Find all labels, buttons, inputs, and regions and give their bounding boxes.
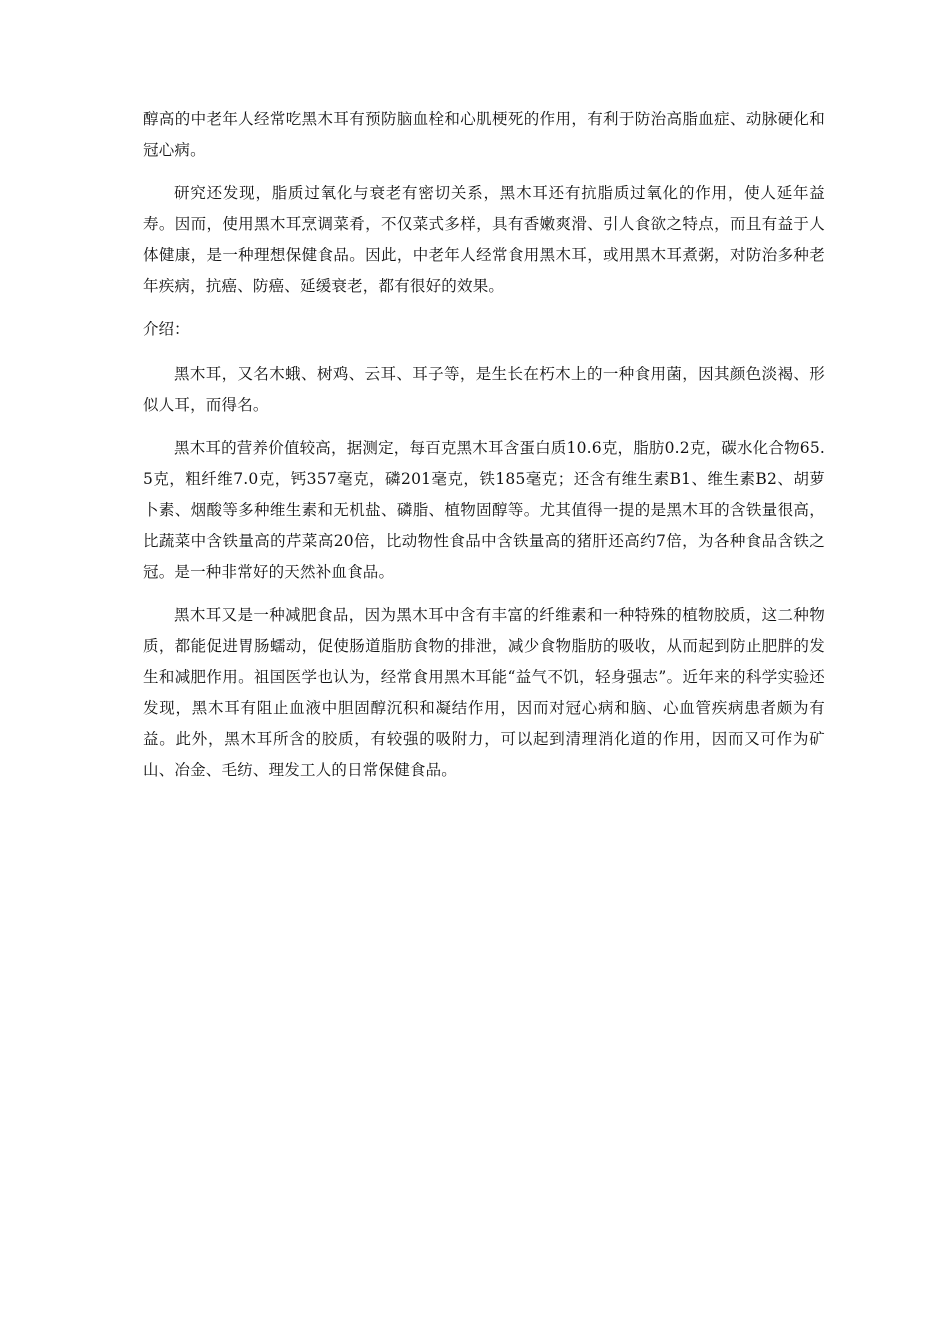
paragraph-intro-nutrition: 黑木耳的营养价值较高，据测定，每百克黑木耳含蛋白质10.6克，脂肪0.2克，碳水化合物65.5克，粗纤维7.0克，钙357毫克，磷201毫克，铁185毫克；还含有维生素B1、维生素B2、胡萝卜素、烟酸等多种维生素和无机盐、磷脂、植物固醇等。尤其值得一提的是黑木耳的含铁量很高，比蔬菜中含铁量高的芹菜高20倍，比动物性食品中含铁量高的猪肝还高约7倍，为各种食品含铁之冠。是一种非常好的天然补血食品。 — [143, 439, 826, 581]
section-heading-intro: 介绍： — [143, 320, 190, 338]
paragraph-continuation: 醇高的中老年人经常吃黑木耳有预防脑血栓和心肌梗死的作用，有利于防治高脂血症、动脉硬化和冠心病。 — [143, 110, 825, 159]
paragraph-intro-diet: 黑木耳又是一种减肥食品，因为黑木耳中含有丰富的纤维素和一种特殊的植物胶质，这二种物质，都能促进胃肠蠕动，促使肠道脂肪食物的排泄，减少食物脂肪的吸收，从而起到防止肥胖的发生和减肥作用。祖国医学也认为，经常食用黑木耳能“益气不饥，轻身强志”。近年来的科学实验还发现，黑木耳有阻止血液中胆固醇沉积和凝结作用，因而对冠心病和脑、心血管疾病患者颇为有益。此外，黑木耳所含的胶质，有较强的吸附力，可以起到清理消化道的作用，因而又可作为矿山、冶金、毛纺、理发工人的日常保健食品。 — [143, 606, 825, 779]
paragraph-research: 研究还发现，脂质过氧化与衰老有密切关系，黑木耳还有抗脂质过氧化的作用，使人延年益寿。因而，使用黑木耳烹调菜肴，不仅菜式多样，具有香嫩爽滑、引人食欲之特点，而且有益于人体健康，是一种理想保健食品。因此，中老年人经常食用黑木耳，或用黑木耳煮粥，对防治多种老年疾病，抗癌、防癌、延缓衰老，都有很好的效果。 — [143, 184, 825, 295]
document-body — [143, 104, 825, 786]
paragraph-intro-name: 黑木耳，又名木蛾、树鸡、云耳、耳子等，是生长在朽木上的一种食用菌，因其颜色淡褐、形似人耳，而得名。 — [143, 365, 825, 414]
